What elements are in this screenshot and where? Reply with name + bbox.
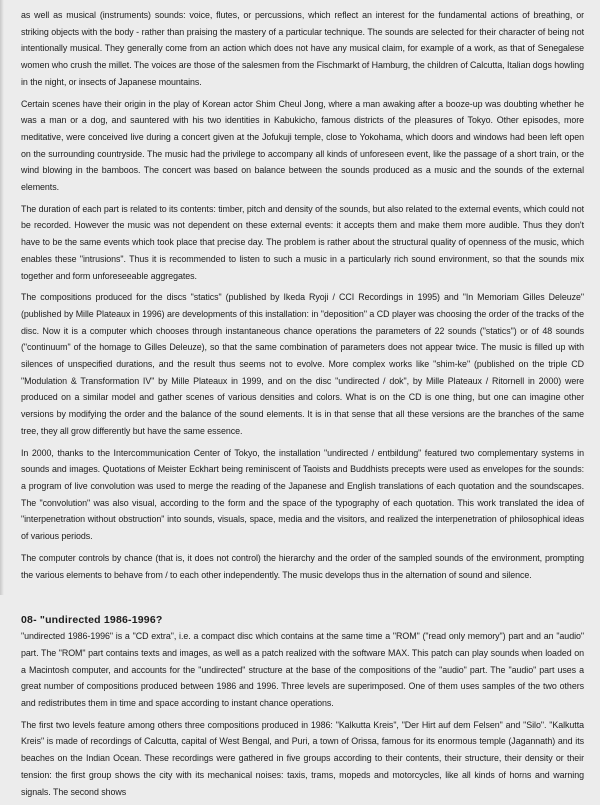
paragraph-sounds: as well as musical (instruments) sounds: voice, flutes, or percussions, which reflect an interest for the fundamental actions of breathing, or striking objects with the body - rather than praising the mastery of a particular technique. The sounds are selected for their character of being not intentionally musical. They generally come from an action which does not have any musical claim, for example of a work, as that of Senegalese women who crush the millet. The voices are those of the salesmen from the Fischmarkt of Hamburg, the children of Calcutta, Italian dogs howling in the night, or insects of Japanese mountains. bbox=[21, 10, 584, 87]
paragraph-computer-controls: The computer controls by chance (that is, it does not control) the hierarchy and the order of the sampled sounds of the environment, prompting the various elements to behave from / to each other independently. The music develops thus in the alternation of sound and silence. bbox=[21, 552, 584, 580]
paragraph-compositions: The compositions produced for the discs "statics" (published by Ikeda Ryoji / CCI Recordings in 1995) and "In Memoriam Gilles Deleuze" (published by Mille Plateaux in 1996) are developments of this installation: in "deposition" a CD player was choosing the order of the tracks of the disc. Now it is a computer which chooses through instantaneous chance operations the parameters of 22 sounds ("statics") or of 48 sounds ("continuum" of the homage to Gilles Deleuze), so that the same combination of parameters does not appear twice. The music is filled up with silences of unspecified durations, and the result thus seems not to evolve. More complex works like "shim-ke" (published on the triple CD "Modulation & Transformation IV" by Mille Plateaux in 1999, and on the disc "undirected / dok", by Mille Plateaux / Ritornell in 2000) were produced on a similar model and gather scenes of various densities and colors. What is on the CD is one thing, but one can imagine other versions by modifying the order and the balance of the sound elements. It is in that sense that all these versions are the branches of the same tree, they all grow differently but have the same essence. bbox=[21, 292, 584, 436]
paragraph-scenes: Certain scenes have their origin in the play of Korean actor Shim Cheul Jong, where a man awaking after a booze-up was doubting whether he was a man or a dog, and sauntered with his two identities in Kabukicho, famous districts of the pleasures of Tokyo. Other episodes, more meditative, were conceived live during a concert given at the Jofukuji temple, close to Yokohama, which doors and windows had been left open on the surrounding countryside. The music had the privilege to accompany all kinds of unforeseen event, like the passage of a short train, or the wind blowing in the bamboos. The concert was based on balance between the sounds produced as a music and the sounds of the external elements. bbox=[21, 98, 584, 193]
page-edge-shadow bbox=[0, 0, 4, 595]
paragraph-cd-extra: "undirected 1986-1996" is a "CD extra", i.e. a compact disc which contains at the same time a "ROM" ("read only memory") part and an "audio" part. The "ROM" part contains texts and images, as well as a patch realized with the software MAX. This patch can play sounds when loaded on a Macintosh computer, and accounts for the "undirected" structure at the base of the compositions of the "audio" part. The "audio" part uses a great number of compositions produced between 1986 and 1996. Three levels are superimposed. One of them uses samples of the two others and redistributes them in time and space according to instant chance operations. bbox=[21, 631, 584, 709]
paragraph-first-two-levels: The first two levels feature among others three compositions produced in 1986: "Kalkutta Kreis", "Der Hirt auf dem Felsen" and "Silo". "Kalkutta Kreis" is made of recordings of Calcutta, capital of West Bengal, and Puri, a town of Orissa, famous for its enormous temple (Jagannath) and its beaches on the Indian Ocean. These recordings were gathered in five groups according to their contents, their structure, their density or their tension: the first group shows the city with its mechanical noises: taxis, trams, mopeds and motorcycles, like all kinds of horns and warning signals. The second shows bbox=[21, 719, 584, 797]
paragraph-duration: The duration of each part is related to its contents: timber, pitch and density of the sounds, but also related to the external events, which could not be recorded. However the music was not dependent on these external events: it accepts them and make them more audible. Thus they don't have to be the same events which took place that precise day. The problem is rather about the structural quality of openness of the music, which enables these "intrusions". Thus it is recommended to listen to such a music in a particularly rich sound environment, so that the sounds mix together and form unforeseeable aggregates. bbox=[21, 203, 584, 281]
paragraph-installation-2000: In 2000, thanks to the Intercommunication Center of Tokyo, the installation "undirected / entbildung" featured two complementary systems in sounds and images. Quotations of Meister Eckhart being reminiscent of Taoists and Buddhists precepts were used as envelopes for the sounds: a program of live convolution was used to merge the reading of the Japanese and English translations of each quotation and the soundscapes. The "convolution" was also visual, according to the form and the space of the typography of each quotation. This work translated the idea of "interpenetration without obstruction" into sounds, visuals, space, media and the visitors, and realized the interpenetration of philosophical ideas of various periods. bbox=[21, 447, 584, 542]
section-heading: 08- "undirected 1986-1996? bbox=[21, 614, 163, 627]
document-page bbox=[21, 7, 584, 805]
